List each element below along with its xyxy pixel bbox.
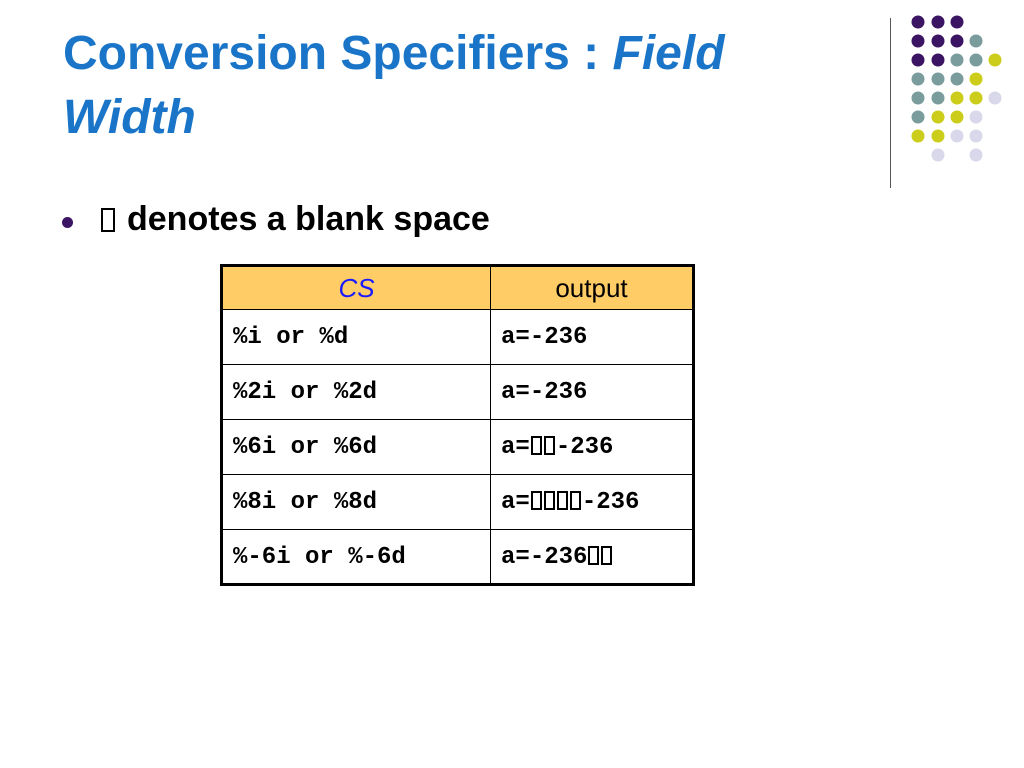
cell-output xyxy=(491,530,694,585)
header-output: output xyxy=(491,266,694,310)
decorative-dot xyxy=(932,92,945,105)
decorative-dot xyxy=(970,92,983,105)
decorative-dot xyxy=(932,54,945,67)
blank-space-icon xyxy=(531,436,542,455)
decorative-dot xyxy=(970,54,983,67)
blank-space-icon xyxy=(601,546,612,565)
output-value: -236 xyxy=(529,544,588,571)
blank-space-icon xyxy=(544,436,555,455)
decorative-dot xyxy=(970,73,983,86)
cell-specifier: %2i or %2d xyxy=(222,365,491,420)
output-prefix: a= xyxy=(501,544,530,571)
table-row xyxy=(222,475,694,530)
output-value: -236 xyxy=(555,434,614,461)
decorative-dot xyxy=(912,130,925,143)
decorative-dot xyxy=(970,111,983,124)
cell-specifier: %8i or %8d xyxy=(222,475,491,530)
cell-output xyxy=(491,310,694,365)
decorative-dot xyxy=(970,130,983,143)
title-main: Conversion Specifiers : xyxy=(63,27,613,80)
decorative-dot xyxy=(989,54,1002,67)
output-value: -236 xyxy=(529,379,588,406)
table-row xyxy=(222,365,694,420)
decorative-dot xyxy=(932,16,945,29)
blank-space-icon xyxy=(588,546,599,565)
output-prefix: a= xyxy=(501,434,530,461)
table-row xyxy=(222,310,694,365)
header-cs: CS xyxy=(222,266,491,310)
blank-space-icon xyxy=(101,208,115,232)
specifier-table xyxy=(220,264,695,586)
decorative-dot xyxy=(912,92,925,105)
output-prefix: a= xyxy=(501,489,530,516)
decorative-dot xyxy=(912,35,925,48)
decorative-dot xyxy=(970,149,983,162)
blank-space-icon xyxy=(544,491,555,510)
decorative-dot xyxy=(912,16,925,29)
decorative-dot xyxy=(951,35,964,48)
blank-space-icon xyxy=(531,491,542,510)
table-row xyxy=(222,420,694,475)
table-header-row xyxy=(222,266,694,310)
decorative-dot xyxy=(970,35,983,48)
decorative-dot xyxy=(951,54,964,67)
cell-output xyxy=(491,365,694,420)
bullet-text: denotes a blank space xyxy=(127,200,490,238)
decorative-dot xyxy=(912,111,925,124)
decorative-dot xyxy=(951,111,964,124)
output-value: -236 xyxy=(529,324,588,351)
decorative-dot xyxy=(951,73,964,86)
cell-specifier: %-6i or %-6d xyxy=(222,530,491,585)
decorative-dot xyxy=(951,130,964,143)
decorative-dot xyxy=(951,92,964,105)
decorative-dot xyxy=(932,111,945,124)
output-value: -236 xyxy=(581,489,640,516)
decorative-dot xyxy=(912,54,925,67)
title-italic: Field Width xyxy=(63,27,725,144)
blank-space-icon xyxy=(557,491,568,510)
bullet-dot-icon xyxy=(62,217,73,228)
decorative-dot xyxy=(932,149,945,162)
cell-specifier: %6i or %6d xyxy=(222,420,491,475)
cell-output xyxy=(491,420,694,475)
blank-space-icon xyxy=(570,491,581,510)
output-prefix: a= xyxy=(501,379,530,406)
bullet-item xyxy=(62,200,490,239)
output-prefix: a= xyxy=(501,324,530,351)
decorative-dot xyxy=(951,16,964,29)
cell-specifier: %i or %d xyxy=(222,310,491,365)
cell-output xyxy=(491,475,694,530)
decorative-dot xyxy=(989,92,1002,105)
decorative-dot xyxy=(912,73,925,86)
decorative-dot-grid xyxy=(0,0,1024,200)
decorative-dot xyxy=(932,130,945,143)
decorative-dot xyxy=(932,73,945,86)
decorative-dot xyxy=(932,35,945,48)
table-row xyxy=(222,530,694,585)
